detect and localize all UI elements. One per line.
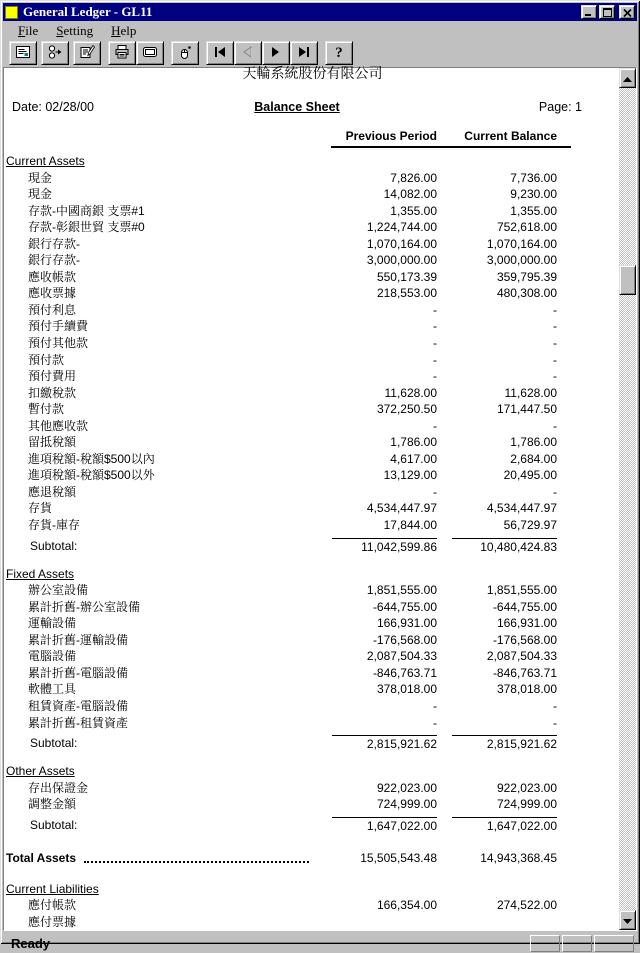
account-label: 進項稅額-稅額$500以外 [28, 468, 155, 483]
current-balance-value: 359,795.39 [496, 269, 557, 284]
report-row [6, 385, 619, 402]
account-label: 其他應收款 [28, 418, 89, 433]
previous-period-value: 724,999.00 [376, 797, 437, 812]
previous-period-value: 11,628.00 [384, 385, 437, 400]
previous-period-value: 2,087,504.33 [366, 649, 437, 664]
current-balance-value: - [553, 715, 557, 730]
current-balance-value: 2,684.00 [510, 451, 557, 466]
subtotal-label: Subtotal: [30, 817, 78, 832]
report-row [6, 681, 619, 698]
status-text: Ready [11, 935, 51, 951]
previous-period-value: - [433, 336, 437, 351]
close-icon [623, 5, 632, 20]
svg-text:?: ? [335, 44, 343, 61]
report-row [6, 698, 619, 715]
subtotal-label: Subtotal: [30, 538, 78, 553]
current-balance-value: - [553, 484, 557, 499]
previous-period-value: 550,173.39 [376, 269, 437, 284]
scrollbar-thumb[interactable] [619, 265, 636, 295]
report-row [6, 632, 619, 649]
scroll-up-button[interactable] [619, 68, 636, 88]
section-heading: Other Assets [6, 764, 75, 779]
report-body [6, 153, 619, 930]
account-label: 預付利息 [28, 302, 77, 317]
account-label: 銀行存款- [28, 236, 80, 251]
previous-period-value: 14,082.00 [383, 187, 437, 202]
previous-period-value: 1,070,164.00 [366, 236, 437, 251]
previous-record-button[interactable] [234, 41, 262, 65]
report-row [6, 236, 619, 253]
menu-bar [3, 21, 637, 41]
account-label: 存出保證金 [28, 780, 89, 795]
report-row [6, 780, 619, 797]
account-label: 租賃資產-電腦設備 [28, 698, 128, 713]
report-row [6, 401, 619, 418]
report-row [6, 252, 619, 269]
report-row [6, 269, 619, 286]
report-form-button[interactable] [9, 41, 37, 65]
print-icon [114, 44, 130, 63]
report-row [6, 582, 619, 599]
previous-period-value: 4,617.00 [390, 451, 437, 466]
previous-period-value: - [433, 484, 437, 499]
current-balance-value: - [553, 698, 557, 713]
previous-period-value: - [433, 698, 437, 713]
process-button[interactable] [41, 41, 69, 65]
current-balance-value: -176,568.00 [492, 632, 557, 647]
edit-ledger-icon [79, 44, 95, 63]
column-header-current-balance: Current Balance [464, 129, 557, 143]
account-label: 扣繳稅款 [28, 385, 77, 400]
report-row [6, 500, 619, 517]
company-name: 天輪系統股份有限公司 [242, 65, 383, 81]
account-label: 現金 [28, 170, 53, 185]
current-balance-value: 171,447.50 [496, 402, 557, 417]
current-balance-value: 1,070,164.00 [486, 236, 557, 251]
subtotal-row [6, 538, 619, 556]
total-assets-label: Total Assets [6, 850, 77, 865]
next-record-button[interactable] [262, 41, 290, 65]
header-rule [331, 146, 571, 148]
current-balance-value: 20,495.00 [503, 468, 557, 483]
subtotal-previous-period: 1,647,022.00 [332, 817, 437, 835]
minimize-icon [585, 5, 594, 20]
status-panels [530, 935, 634, 952]
current-balance-value: - [553, 369, 557, 384]
current-balance-value: 1,786.00 [510, 435, 557, 450]
current-balance-value: -846,763.71 [492, 665, 557, 680]
previous-period-value: - [433, 418, 437, 433]
title-bar[interactable] [3, 3, 637, 21]
report-row [6, 418, 619, 435]
report-viewport [3, 67, 637, 931]
report-row [6, 352, 619, 369]
previous-period-value: - [433, 352, 437, 367]
previous-period-value: 17,844.00 [383, 518, 437, 533]
current-balance-value: 724,999.00 [496, 797, 557, 812]
mouse-icon [177, 44, 193, 63]
status-bar [3, 933, 637, 953]
account-label: 應付帳款 [28, 898, 77, 913]
subtotal-previous-period: 2,815,921.62 [332, 735, 437, 753]
previous-period-value: 1,851,555.00 [366, 583, 437, 598]
total-assets-row [6, 849, 619, 867]
previous-period-value: 166,354.00 [376, 898, 437, 913]
account-label: 軟體工具 [28, 682, 77, 697]
report-row [6, 203, 619, 220]
current-balance-value: 274,522.00 [496, 898, 557, 913]
current-balance-value: 752,618.00 [496, 220, 557, 235]
account-label: 預付手續費 [28, 319, 89, 334]
account-label: 累計折舊-辦公室設備 [28, 599, 140, 614]
report-row [6, 648, 619, 665]
help-button[interactable] [325, 41, 353, 65]
next-record-icon [268, 44, 284, 63]
current-balance-value: 922,023.00 [496, 780, 557, 795]
current-balance-value: 378,018.00 [496, 682, 557, 697]
last-record-icon [296, 44, 312, 63]
arrow-up-icon [623, 69, 632, 87]
previous-period-value: 1,355.00 [390, 203, 437, 218]
section-heading: Fixed Assets [6, 566, 75, 581]
report-row [6, 368, 619, 385]
account-label: 現金 [28, 187, 53, 202]
menu-file[interactable]: File [18, 22, 39, 38]
subtotal-row [6, 735, 619, 753]
report-row [6, 219, 619, 236]
report-row [6, 434, 619, 451]
previous-period-value: - [433, 319, 437, 334]
status-panel [562, 935, 592, 952]
account-label: 應付票據 [28, 914, 77, 929]
current-balance-value: 56,729.97 [503, 518, 557, 533]
total-previous-period: 15,505,543.48 [360, 850, 437, 865]
account-label: 累計折舊-電腦設備 [28, 665, 128, 680]
account-label: 存款-彰銀世貿 支票#0 [28, 220, 145, 235]
subtotal-current-balance: 2,815,921.62 [452, 735, 557, 753]
account-label: 存貨 [28, 501, 53, 516]
maximize-icon [603, 5, 612, 20]
current-balance-value: 3,000,000.00 [486, 253, 557, 268]
previous-period-value: -644,755.00 [372, 599, 437, 614]
previous-period-value: 218,553.00 [376, 286, 437, 301]
subtotal-current-balance: 10,480,424.83 [452, 538, 557, 556]
report-row [6, 897, 619, 914]
current-balance-value: 480,308.00 [496, 286, 557, 301]
previous-record-icon [240, 44, 256, 63]
report-row [6, 665, 619, 682]
current-balance-value: - [553, 302, 557, 317]
previous-period-value: - [433, 369, 437, 384]
report-row [6, 302, 619, 319]
first-record-button[interactable] [206, 41, 234, 65]
report-row [6, 467, 619, 484]
vertical-scrollbar [619, 68, 636, 930]
column-header-previous-period: Previous Period [345, 129, 437, 143]
section-heading: Current Liabilities [6, 881, 99, 896]
subtotal-current-balance: 1,647,022.00 [452, 817, 557, 835]
current-balance-value: 1,851,555.00 [486, 583, 557, 598]
account-label: 運輸設備 [28, 616, 77, 631]
previous-period-value: 3,000,000.00 [366, 253, 437, 268]
report-title: Balance Sheet [254, 100, 340, 114]
report-form-icon [15, 44, 31, 63]
report-row [6, 796, 619, 813]
report-row [6, 599, 619, 616]
menu-setting[interactable]: Setting [56, 22, 94, 38]
status-panel [594, 935, 634, 952]
status-panel [530, 935, 560, 952]
subtotal-previous-period: 11,042,599.86 [332, 538, 437, 556]
subtotal-row [6, 817, 619, 835]
account-label: 辦公室設備 [28, 583, 89, 598]
current-balance-value [452, 914, 557, 931]
report-row [6, 615, 619, 632]
previous-period-value [332, 914, 437, 931]
menu-help[interactable]: Help [111, 22, 137, 38]
previous-period-value: 166,931.00 [376, 616, 437, 631]
account-label: 應收帳款 [28, 269, 77, 284]
report-date: Date: 02/28/00 [12, 100, 95, 114]
minimize-button[interactable] [581, 5, 597, 19]
previous-period-value: 1,224,744.00 [366, 220, 437, 235]
print-button[interactable] [108, 41, 136, 65]
mouse-button[interactable] [171, 41, 199, 65]
current-balance-value: - [553, 418, 557, 433]
report-row [6, 484, 619, 501]
dotted-leader [84, 861, 309, 863]
section-heading: Current Assets [6, 154, 85, 168]
account-label: 銀行存款- [28, 253, 80, 268]
maximize-button[interactable] [599, 5, 615, 19]
app-icon [5, 6, 18, 19]
account-label: 存款-中國商銀 支票#1 [28, 203, 145, 218]
account-label: 應收票據 [28, 286, 77, 301]
current-balance-value: - [553, 319, 557, 334]
report-row [6, 186, 619, 203]
account-label: 累計折舊-租賃資產 [28, 715, 128, 730]
account-label: 調整金額 [28, 797, 77, 812]
report-row [6, 285, 619, 302]
account-label: 電腦設備 [28, 649, 77, 664]
account-label: 累計折舊-運輸設備 [28, 632, 128, 647]
account-label: 存貨-庫存 [28, 518, 80, 533]
arrow-down-icon [623, 911, 632, 929]
account-label: 應退稅額 [28, 484, 77, 499]
previous-period-value: 378,018.00 [376, 682, 437, 697]
previous-period-value: 922,023.00 [376, 780, 437, 795]
preview-button[interactable] [136, 41, 164, 65]
current-balance-value: 4,534,447.97 [486, 501, 557, 516]
report-row [6, 451, 619, 468]
current-balance-value: 1,355.00 [510, 203, 557, 218]
total-current-balance: 14,943,368.45 [480, 850, 557, 865]
account-label: 預付款 [28, 352, 65, 367]
preview-icon [142, 44, 158, 63]
account-label: 暫付款 [28, 402, 65, 417]
process-icon [47, 44, 63, 63]
close-button[interactable] [619, 5, 635, 19]
current-balance-value: 2,087,504.33 [486, 649, 557, 664]
subtotal-label: Subtotal: [30, 736, 78, 751]
scrollbar-track[interactable] [619, 88, 636, 910]
report-row [6, 715, 619, 732]
last-record-button[interactable] [290, 41, 318, 65]
current-balance-value: - [553, 352, 557, 367]
report-page [4, 65, 619, 930]
report-page-number: Page: 1 [538, 100, 582, 114]
help-icon [331, 44, 347, 63]
total-assets-label-cell [6, 849, 317, 867]
scroll-down-button[interactable] [619, 910, 636, 930]
report-row [6, 318, 619, 335]
previous-period-value: 7,826.00 [390, 170, 437, 185]
current-balance-value: 9,230.00 [510, 187, 557, 202]
previous-period-value: - [433, 302, 437, 317]
previous-period-value: - [433, 715, 437, 730]
first-record-icon [212, 44, 228, 63]
account-label: 進項稅額-稅額$500以內 [28, 451, 155, 466]
window-title: General Ledger - GL11 [23, 4, 153, 19]
current-balance-value: 166,931.00 [496, 616, 557, 631]
current-balance-value: -644,755.00 [492, 599, 557, 614]
report-row [6, 517, 619, 534]
account-label: 留抵稅額 [28, 435, 77, 450]
current-balance-value: 11,628.00 [504, 385, 557, 400]
previous-period-value: -176,568.00 [372, 632, 437, 647]
edit-ledger-button[interactable] [73, 41, 101, 65]
previous-period-value: -846,763.71 [372, 665, 437, 680]
current-balance-value: - [553, 336, 557, 351]
current-balance-value: 7,736.00 [510, 170, 557, 185]
account-label: 預付費用 [28, 369, 77, 384]
previous-period-value: 13,129.00 [383, 468, 437, 483]
previous-period-value: 372,250.50 [376, 402, 437, 417]
report-row [6, 170, 619, 187]
previous-period-value: 1,786.00 [390, 435, 437, 450]
account-label: 預付其他款 [28, 336, 89, 351]
previous-period-value: 4,534,447.97 [366, 501, 437, 516]
report-row [6, 335, 619, 352]
report-row [6, 914, 619, 931]
